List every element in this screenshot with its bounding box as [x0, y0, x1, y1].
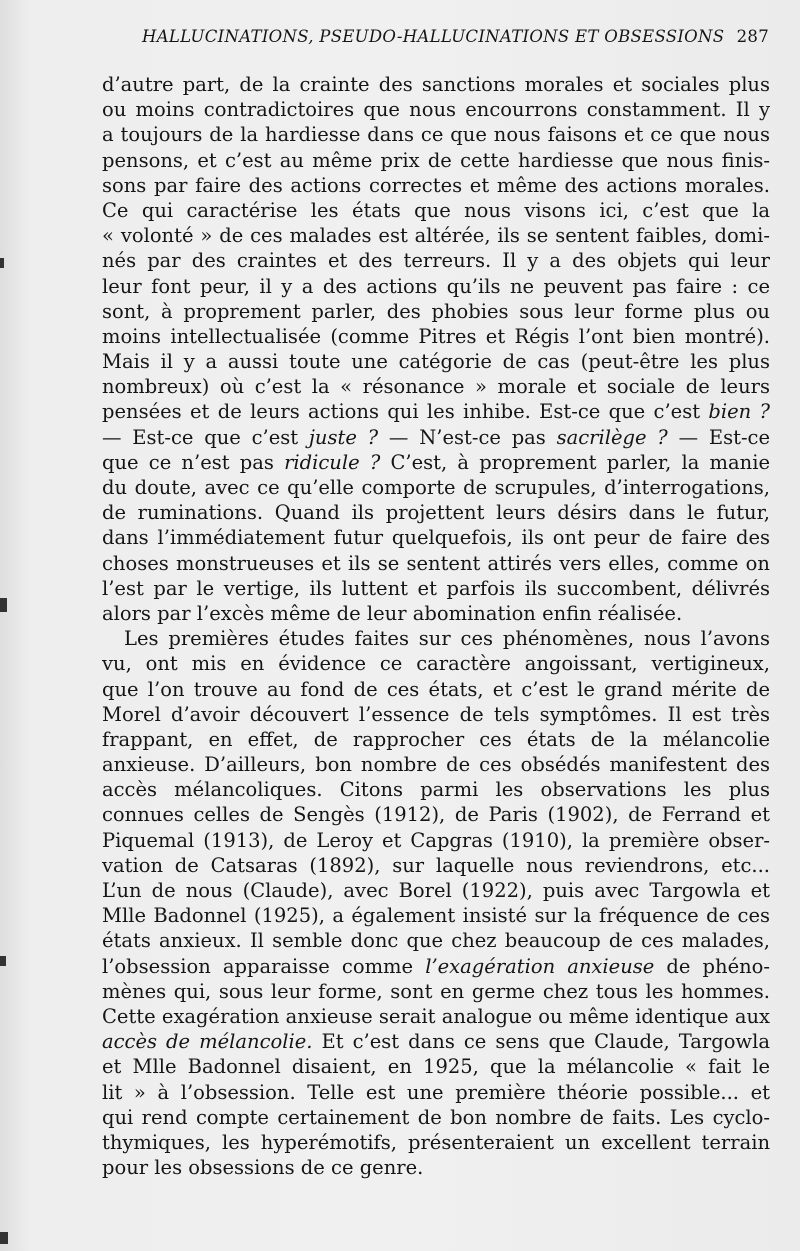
- running-title: HALLUCINATIONS, PSEUDO-HALLUCINATIONS ET OBSESSIONS: [142, 27, 725, 46]
- text-line: [102, 1105, 770, 1130]
- text-segment: dans l’immédiatement futur quelquefois, ils ont peur de faire des: [102, 526, 770, 550]
- text-line: [102, 853, 770, 878]
- text-segment: — N’est-ce pas: [378, 425, 557, 449]
- page-number: 287: [736, 27, 769, 46]
- text-line: [102, 148, 770, 173]
- text-segment: Et c’est dans ce sens que Claude, Targowla: [312, 1030, 770, 1054]
- text-segment: vation de Catsaras (1892), sur laquelle nous reviendrons, etc...: [102, 853, 770, 877]
- text-line: [102, 324, 770, 349]
- margin-mark: [0, 258, 4, 268]
- text-segment: de phéno-: [654, 954, 771, 978]
- text-line: [102, 1155, 770, 1180]
- text-line: [102, 1029, 770, 1054]
- text-segment: C’est, à proprement parler, la manie: [380, 450, 771, 474]
- text-line: [102, 903, 770, 928]
- text-segment: et Mlle Badonnel disaient, en 1925, que la mélancolie « fait le: [102, 1055, 770, 1079]
- text-segment: que ce n’est pas: [102, 450, 285, 474]
- text-segment: l’est par le vertige, ils luttent et parfois ils succombent, délivrés: [102, 576, 770, 600]
- text-segment: accès mélancoliques. Citons parmi les observations les plus: [102, 778, 770, 802]
- text-line: [102, 802, 770, 827]
- text-line: [102, 928, 770, 953]
- text-line: [102, 450, 770, 475]
- text-segment: du doute, avec ce qu’elle comporte de scrupules, d’interrogations,: [102, 476, 770, 499]
- text-segment: états anxieux. Il semble donc que chez beaucoup de ces malades,: [102, 929, 770, 953]
- text-line: [102, 198, 770, 223]
- text-segment: connues celles de Sengès (1912), de Paris (1902), de Ferrand et: [102, 803, 770, 827]
- text-segment: anxieuse. D’ailleurs, bon nombre de ces obsédés manifestent des: [102, 753, 770, 777]
- text-segment: lit » à l’obsession. Telle est une première théorie possible... et: [102, 1080, 770, 1104]
- margin-mark: [0, 1232, 8, 1244]
- text-line: [102, 828, 770, 853]
- text-line: [102, 425, 770, 450]
- text-segment: sont, à proprement parler, des phobies sous leur forme plus ou: [102, 299, 770, 323]
- text-segment: pour les obsessions de ce genre.: [102, 1156, 424, 1180]
- text-segment: nombreux) où c’est la « résonance » morale et sociale de leurs: [102, 375, 770, 399]
- text-line: [102, 274, 770, 299]
- text-segment: alors par l’excès même de leur abomination enfin réalisée.: [102, 601, 683, 625]
- text-line: [102, 777, 770, 802]
- text-line: [102, 299, 770, 324]
- text-line: [102, 677, 770, 702]
- text-line: [102, 374, 770, 399]
- text-segment: — Est-ce: [667, 425, 770, 449]
- text-line: [102, 72, 770, 97]
- paragraph: [102, 72, 770, 626]
- text-line: [102, 651, 770, 676]
- text-segment: Les premières études faites sur ces phénomènes, nous l’avons: [124, 627, 770, 651]
- text-segment: pensées et de leurs actions qui les inhibe. Est-ce que c’est: [102, 400, 709, 424]
- text-segment: leur font peur, il y a des actions qu’ils ne peuvent pas faire : ce: [102, 274, 770, 298]
- text-line: [102, 551, 770, 576]
- text-segment: Mlle Badonnel (1925), a également insisté sur la fréquence de ces: [102, 904, 770, 928]
- text-segment: accès de mélancolie.: [102, 1030, 313, 1054]
- text-segment: qui rend compte certainement de bon nombre de faits. Les cyclo-: [102, 1105, 770, 1129]
- text-line: [102, 601, 770, 626]
- text-line: [102, 475, 770, 500]
- text-segment: mènes qui, sous leur forme, sont en germe chez tous les hommes.: [102, 979, 770, 1003]
- body-text: [102, 72, 770, 1180]
- text-segment: sacrilège ?: [556, 425, 668, 449]
- margin-mark: [0, 598, 7, 612]
- text-segment: thymiques, les hyperémotifs, présenteraient un excellent terrain: [102, 1130, 770, 1154]
- running-header: [142, 27, 769, 51]
- text-segment: l’exagération anxieuse: [425, 954, 655, 978]
- text-segment: Ce qui caractérise les états que nous visons ici, c’est que la: [102, 198, 770, 222]
- text-line: [102, 248, 770, 273]
- text-segment: frappant, en effet, de rapprocher ces états de la mélancolie: [102, 727, 770, 751]
- text-segment: d’autre part, de la crainte des sanctions morales et sociales plus: [102, 73, 770, 96]
- text-line: [102, 97, 770, 122]
- text-line: [102, 173, 770, 198]
- text-segment: l’obsession apparaisse comme: [102, 954, 426, 978]
- text-line: [102, 1004, 770, 1029]
- text-segment: Mais il y a aussi toute une catégorie de cas (peut-être les plus: [102, 350, 770, 374]
- text-segment: juste ?: [308, 425, 379, 449]
- text-line: [102, 576, 770, 601]
- text-line: [102, 727, 770, 752]
- text-segment: Cette exagération anxieuse serait analogue ou même identique aux: [102, 1004, 770, 1028]
- text-line: [102, 1130, 770, 1155]
- text-line: [102, 399, 770, 424]
- text-segment: a toujours de la hardiesse dans ce que nous faisons et ce que nous: [102, 123, 770, 147]
- text-segment: moins intellectualisée (comme Pitres et Régis l’ont bien montré).: [102, 324, 770, 348]
- text-line: [102, 525, 770, 550]
- text-segment: ou moins contradictoires que nous encourrons constamment. Il y: [102, 98, 770, 122]
- text-segment: sons par faire des actions correctes et même des actions morales.: [102, 173, 770, 197]
- text-segment: Piquemal (1913), de Leroy et Capgras (1910), la première obser-: [102, 828, 770, 852]
- text-segment: nés par des craintes et des terreurs. Il y a des objets qui leur: [102, 249, 770, 273]
- text-line: [102, 752, 770, 777]
- text-line: [102, 223, 770, 248]
- text-line: [102, 954, 770, 979]
- text-line: [102, 626, 770, 651]
- margin-mark: [0, 956, 6, 966]
- text-line: [102, 702, 770, 727]
- text-segment: — Est-ce que c’est: [102, 425, 309, 449]
- text-segment: bien ?: [708, 400, 770, 424]
- text-segment: ridicule ?: [284, 450, 381, 474]
- text-segment: de ruminations. Quand ils projettent leurs désirs dans le futur,: [102, 501, 770, 525]
- text-segment: Morel d’avoir découvert l’essence de tels symptômes. Il est très: [102, 702, 770, 726]
- text-segment: « volonté » de ces malades est altérée, ils se sentent faibles, domi-: [102, 224, 770, 248]
- text-segment: vu, ont mis en évidence ce caractère angoissant, vertigineux,: [102, 652, 770, 676]
- text-line: [102, 1080, 770, 1105]
- text-segment: que l’on trouve au fond de ces états, et c’est le grand mérite de: [102, 677, 770, 701]
- paragraph: [102, 626, 770, 1180]
- text-line: [102, 979, 770, 1004]
- text-segment: choses monstrueuses et ils se sentent attirés vers elles, comme on: [102, 551, 770, 575]
- text-line: [102, 878, 770, 903]
- text-line: [102, 1054, 770, 1079]
- text-line: [102, 349, 770, 374]
- text-line: [102, 500, 770, 525]
- text-line: [102, 122, 770, 147]
- text-segment: L’un de nous (Claude), avec Borel (1922), puis avec Targowla et: [102, 879, 770, 902]
- text-segment: pensons, et c’est au même prix de cette hardiesse que nous finis-: [102, 148, 770, 172]
